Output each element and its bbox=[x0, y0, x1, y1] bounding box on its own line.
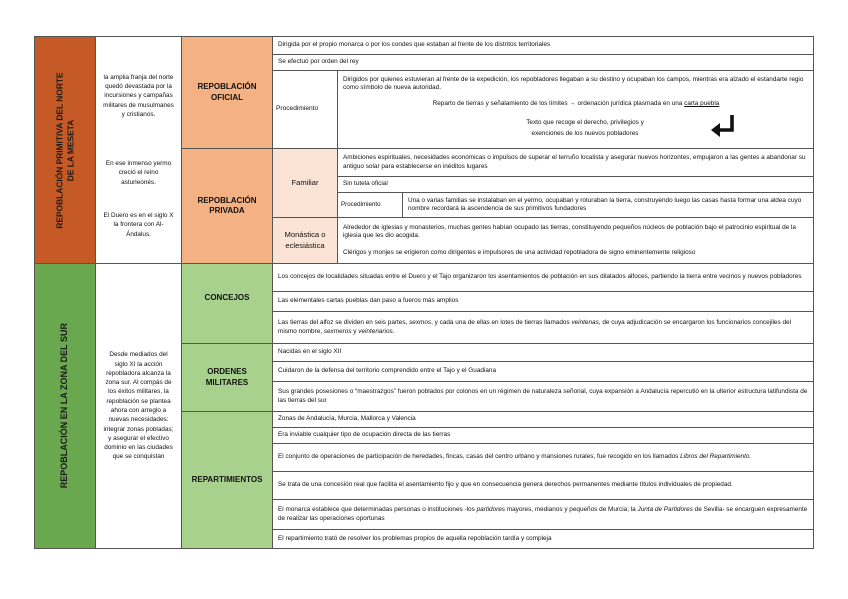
oficial-proc-2 bbox=[339, 97, 813, 111]
partidores-term: partidores bbox=[476, 506, 505, 514]
oficial-row-1-text: Dirigida por el propio monarca o por los condes que estaban al frente de los distritos territoriales bbox=[278, 41, 551, 49]
concejos-row-1-text: Los concejos de localidades situadas entre el Duero y el Tajo organizaron los asentamientos de población en sus dilatados alfoces, partiendo la tierra entre vecinos y nuevos pobladores bbox=[278, 273, 802, 281]
oficial-row-2-text: Se efectuó por orden del rey bbox=[278, 58, 359, 66]
familiar-row-1-text: Ambiciones espirituales, necesidades económicas o impulsos de superar el terruño localista y asegurar nuevos horizontes, empujaron a las gentes a abandonar su antiguo solar para establecerse en inéditos lugares bbox=[343, 154, 806, 170]
familiar-label: Familiar bbox=[291, 178, 319, 188]
norte-desc-1: la amplia franja del norte quedó devastada por la incursiones y campañas militares de musulmanes y cristianos. bbox=[103, 73, 174, 118]
concejos-row-2-text: Las elementales cartas pueblas dan paso a fueros más amplios bbox=[278, 297, 459, 305]
return-arrow-icon bbox=[708, 113, 738, 139]
repart-row-2-text: Era inviable cualquier tipo de ocupación directa de las tierras bbox=[278, 431, 451, 439]
ordenes-row-2-text: Cuidaron de la defensa del territorio comprendido entre el Tajo y el Guadiana bbox=[278, 367, 497, 375]
carta-puebla-term: carta puebla bbox=[684, 99, 720, 107]
norte-side-line1: REPOBLACIÓN PRIMITIVA DEL NORTE bbox=[54, 71, 65, 229]
familiar-proc-text: Una o varias familias se instalaban en el yermo, ocupaban y roturaban la tierra, construyendo luego las casas hasta formar una aldea cuyo nombre recordará la ascendencia de sus primitivos fundadores bbox=[408, 196, 802, 212]
ordenes-label: ORDENES MILITARES bbox=[205, 367, 249, 387]
junta-partidores-term: Junta de Partidores bbox=[637, 506, 693, 514]
veintenas-term: veintenas bbox=[571, 319, 599, 327]
familiar-row-2-text: Sin tutela oficial bbox=[343, 180, 388, 188]
sur-desc: Desde mediados del siglo XI la acción repobladora alcanza la zona sur. Al compás de los éxitos militares, la repoblación se plantea ahora con arreglo a nuevas necesidades: integrar zonas pobladas; y asegurar el efectivo dominio en las ciudades que se conquistan bbox=[103, 351, 174, 461]
repartimientos-label: REPARTIMIENTOS bbox=[191, 474, 263, 484]
monastica-label: Monástica o eclesiástica bbox=[284, 230, 326, 250]
repart-row-4-text: Se trata de una concesión real que facilita el asentamiento fijo y que en consecuencia genera derechos permanentes mediante títulos individuales de propiedad. bbox=[278, 481, 733, 489]
repart-r5-e: de Sevilla- se encarguen expresamente de realizar las operaciones oportunas bbox=[278, 506, 808, 522]
oficial-proc-2-text: Reparto de tierras y señalamiento de los límites → ordenación jurídica plasmada en una bbox=[432, 99, 685, 107]
oficial-label: REPOBLACIÓN OFICIAL bbox=[197, 82, 257, 102]
oficial-proc-1: Dirigidos por quienes estuvieran al frente de la expedición, los repobladores llegaban a su destino y ocupaban los campos, mientras era alzado el estandarte regio como símbolo de nueva autoridad. bbox=[343, 75, 804, 91]
concejos-r3-g: y bbox=[351, 327, 359, 335]
repart-row-5-text bbox=[274, 499, 812, 530]
sur-side-title: REPOBLACIÓN EN LA ZONA DEL SUR bbox=[59, 323, 70, 489]
sexmeros-term: sexmeros bbox=[323, 327, 352, 335]
repart-row-6-text: El repartimiento trató de resolver los problemas propios de aquella repoblación tardía y compleja bbox=[278, 534, 552, 542]
norte-desc-3: El Duero es en el siglo X la frontera con Al-Ándalus. bbox=[103, 212, 174, 238]
repart-r5-c: mayores, medianos y pequeños de Murcia; la bbox=[505, 506, 638, 514]
repart-row-3-text bbox=[274, 443, 812, 472]
concejos-r3-c: , y cada una de ellas en lotes de tierras llamados bbox=[431, 319, 572, 327]
monastica-text-2: Clérigos y monjes se erigieron como dirigentes e impulsores de una actividad repobladora de signo eminentemente religioso bbox=[343, 249, 696, 257]
privada-label: REPOBLACIÓN PRIVADA bbox=[197, 195, 257, 215]
oficial-proc-label: Procedimiento bbox=[276, 105, 319, 113]
familiar-proc-label: Procedimiento bbox=[341, 201, 381, 209]
ordenes-row-3-text: Sus grandes posesiones o “maestrazgos” fueron poblados por colonos en un régimen de naturaleza señorial, cuya expansión a Andalucía repercutió en la ulterior estructura latifundista de las tierras del sur bbox=[278, 388, 808, 404]
concejos-label: CONCEJOS bbox=[204, 292, 250, 302]
concejos-row-3-text bbox=[274, 311, 812, 344]
norte-side-line2: DE LA MESETA bbox=[65, 119, 75, 181]
repart-row-1-text: Zonas de Andalucía, Murcia, Mallorca y Valencia bbox=[278, 415, 416, 423]
repart-r5-a: El monarca establece que determinadas personas o instituciones -los bbox=[278, 506, 477, 514]
veintenarios-term: veintenarios bbox=[358, 327, 393, 335]
sexmos-term: sexmos bbox=[409, 319, 432, 327]
monastica-text-1: Alrededor de iglesias y monasterios, muchas gentes habían ocupado las tierras, constituyendo pequeños núcleos de población bajo el patrocinio espiritual de la iglesia que les dio acogida. bbox=[343, 223, 796, 239]
libros-repartimiento-term: Libros del Repartimiento. bbox=[680, 453, 752, 461]
repart-r3-a: El conjunto de operaciones de participación de heredades, fincas, casas del centro urbano y mansiones rurales, fue recogido en los llamados bbox=[278, 453, 681, 461]
norte-side-title bbox=[34, 36, 96, 264]
concejos-r3-i: . bbox=[392, 327, 395, 335]
norte-desc-2: En ese inmenso yermo creció el reino asturleonés. bbox=[105, 160, 172, 186]
ordenes-row-1-text: Nacidas en el siglo XII bbox=[278, 348, 342, 356]
oficial-proc-3b: exenciones de los nuevos pobladores bbox=[531, 129, 639, 137]
concejos-r3-e: , de cuya adjudicación se encargaron los funcionarios concejiles del mismo nombre, bbox=[278, 319, 791, 335]
concejos-r3-a: Las tierras del alfoz se dividen en seis partes, bbox=[278, 319, 410, 327]
oficial-proc-3a: Texto que recoge el derecho, privilegios y bbox=[526, 118, 644, 126]
